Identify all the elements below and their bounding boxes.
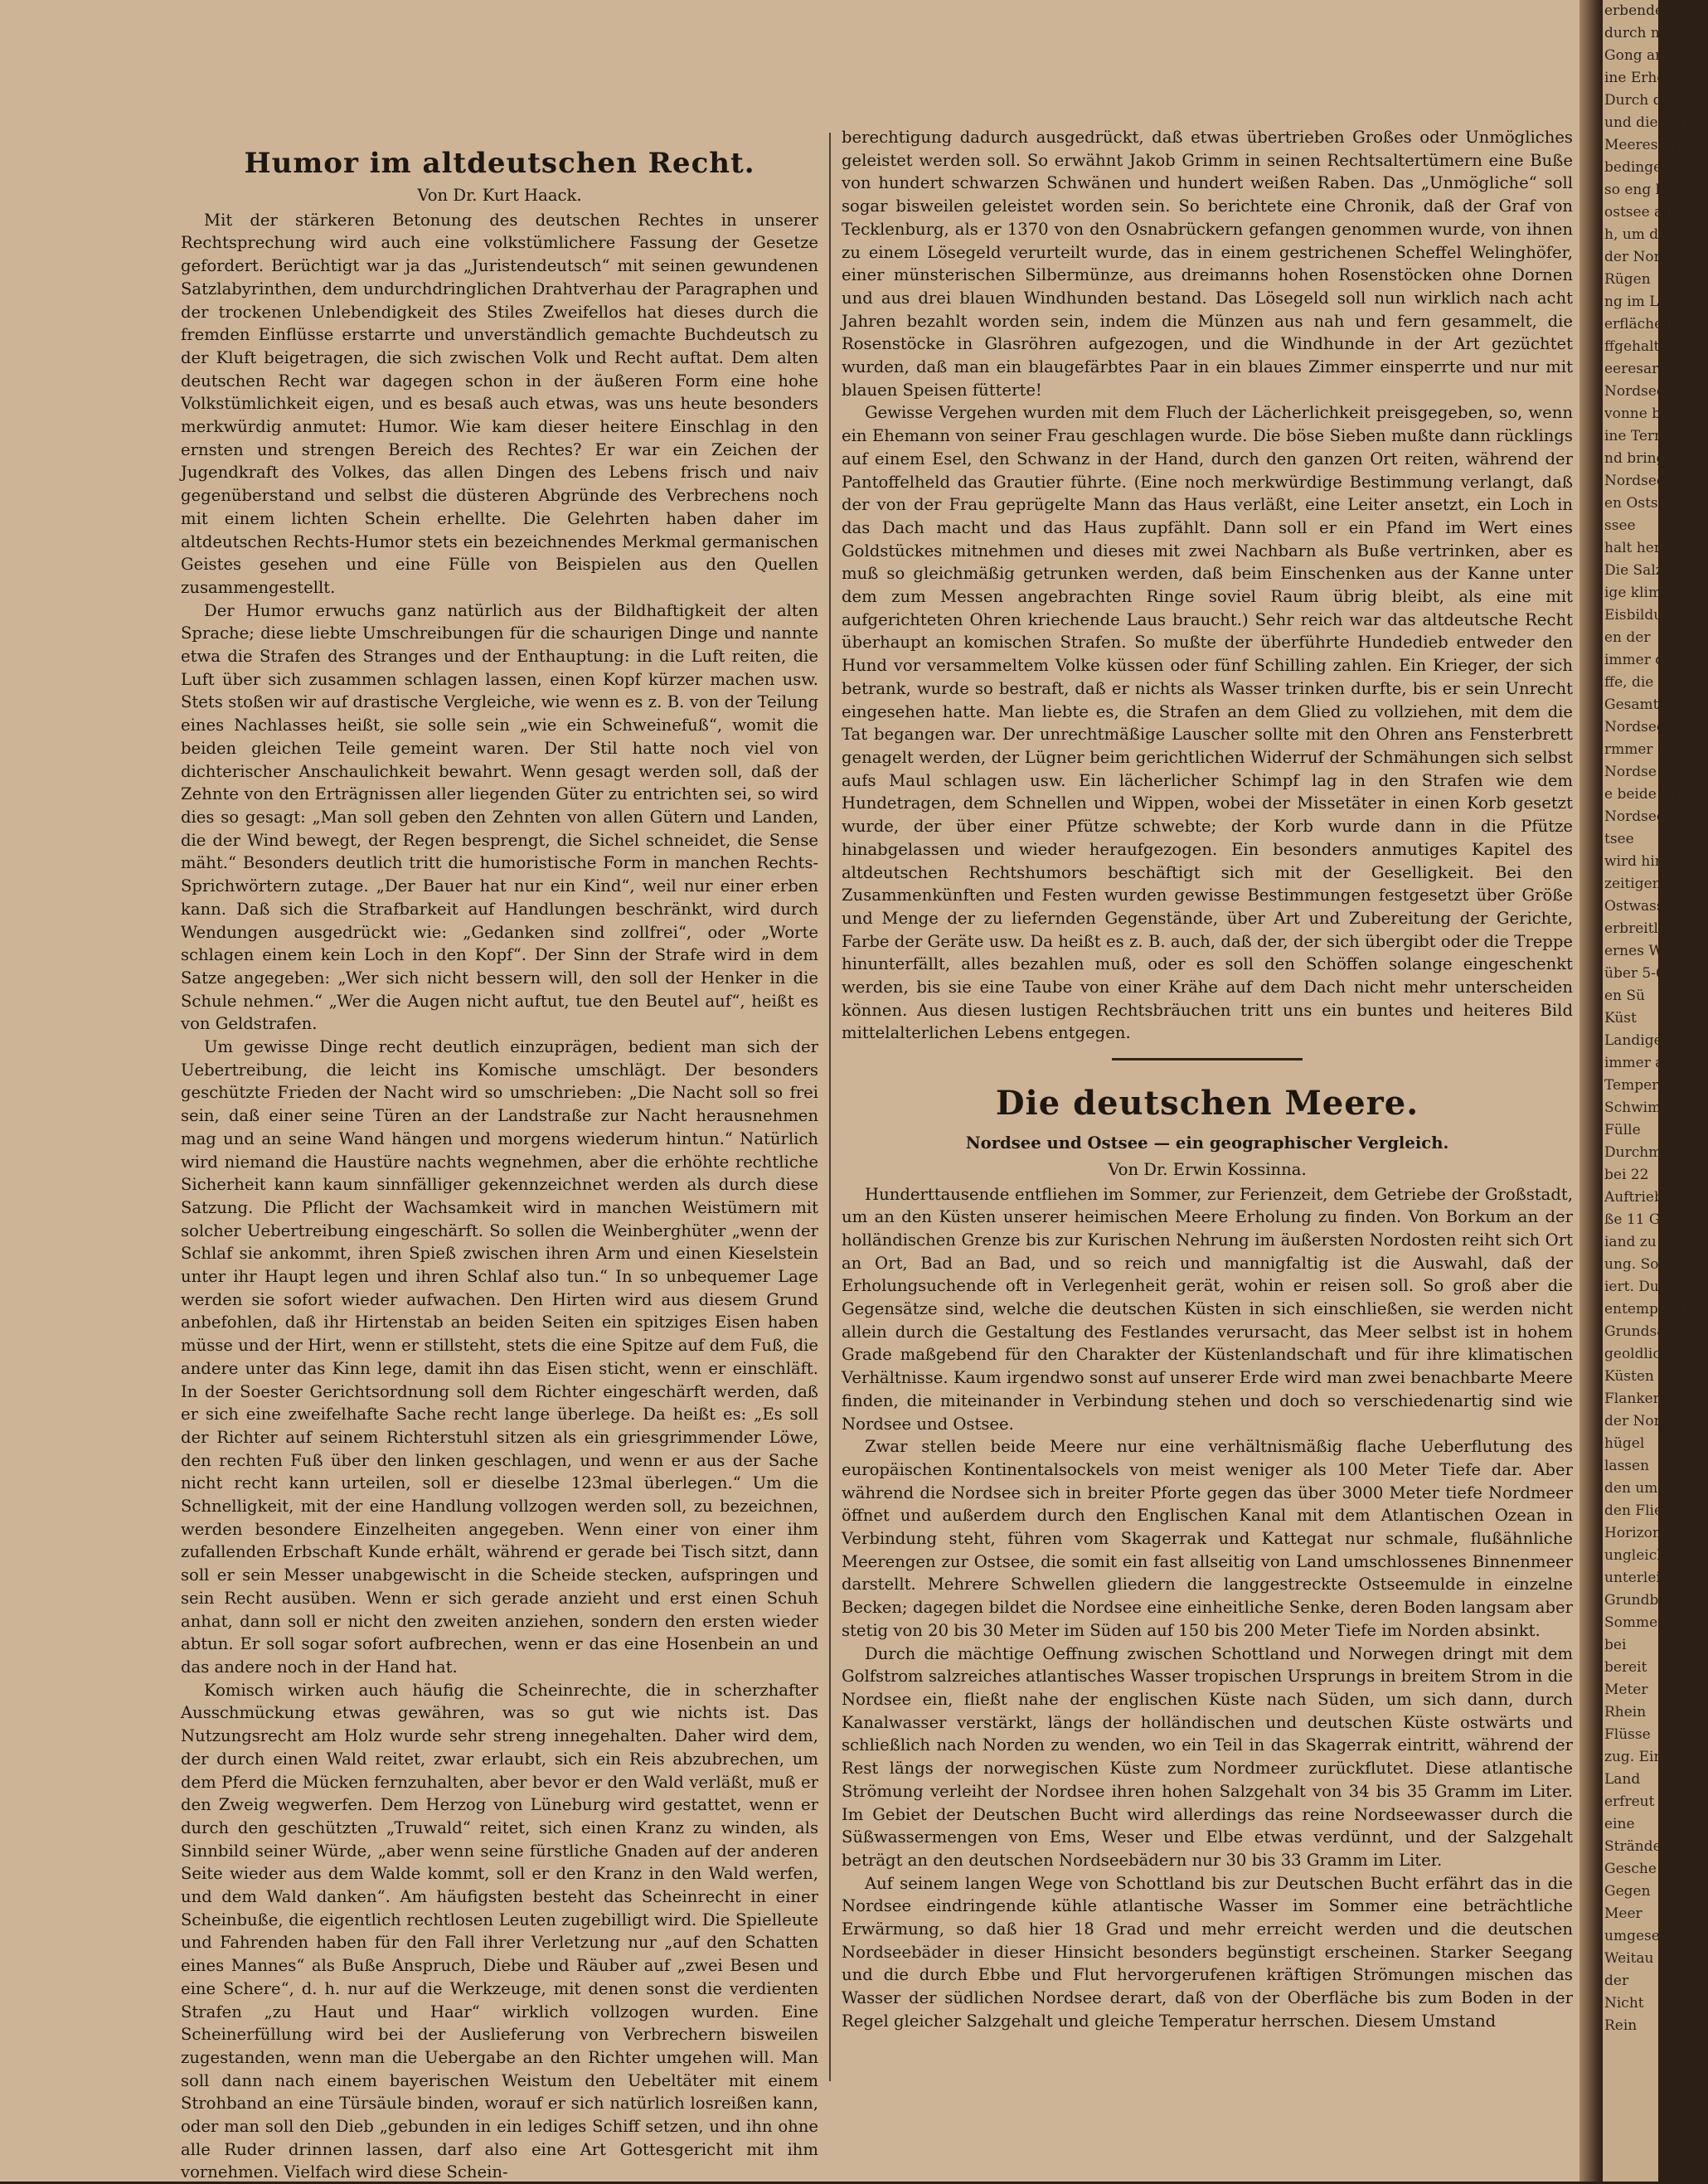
adjacent-page-text-fragment: immer das [1604, 652, 1681, 668]
article-subtitle: Nordsee und Ostsee — ein geographischer Vergleich. [965, 1133, 1449, 1153]
adjacent-page-text-fragment: lassen [1604, 1458, 1650, 1474]
adjacent-page-text-fragment: Landige [1604, 1032, 1662, 1049]
adjacent-page-text-fragment: durch nur gr [1604, 25, 1696, 41]
adjacent-page-text-fragment: en Ostsee [1604, 495, 1675, 512]
adjacent-page-text-fragment: Schwimmer [1604, 1099, 1690, 1116]
adjacent-page-text-fragment: erflächen [1604, 316, 1672, 332]
adjacent-page-text-fragment: tsee [1604, 831, 1634, 847]
article-paragraph: Gewisse Vergehen wurden mit dem Fluch der Lächerlichkeit preisgegeben, so, wenn ein Ehemann von seiner Frau geschlagen wurde. Die böse Sieben mußte dann rücklings auf einem Esel, den Schwanz in der Hand, durch den ganzen Ort reiten, während der Pantoffelheld das Grautier führte. (Eine noch merkwürdige Bestimmung verlangt, daß der von der Frau geprügelte Mann das Haus verläßt, eine Leiter ansetzt, ein Loch in das Dach macht und das Haus zupfählt. Dann soll er ein Pfand im Wert eines Goldstückes mitnehmen und dieses mit zwei Nachbarn als Buße vertrinken, aber es muß so gleichmäßig getrunken werden, daß beim Einschenken aus der Kanne unter dem zum Messen angebrachten Ringe soviel Raum übrig bleibt, als eine mit aufgerichteten Ohren kriechende Laus braucht.) Sehr reich war das altdeutsche Recht überhaupt an komischen Strafen. So mußte der überführte Hundedieb entweder den Hund vor versammeltem Volke küssen oder fünf Schilling zahlen. Ein Krieger, der sich betrank, wurde so bestraft, daß er nichts als Wasser trinken durfte, bis er sein Unrecht eingesehen hatte. Man liebte es, die Strafen an dem Glied zu vollziehen, mit dem die Tat begangen war. Der unrechtmäßige Lauscher sollte mit den Ohren ans Fensterbrett genagelt werden, der Lügner beim gerichtlichen Widerruf der Schmähungen sich selbst aufs Maul schlagen usw. Ein lächerlicher Schimpf lag in den Strafen wie dem Hundetragen, dem Schnellen und Wippen, wobei der Missetäter in einen Korb gesetzt wurde, der über einer Pfütze schwebte; der Korb wurde dann in die Pfütze hinabgelassen und wieder heraufgezogen. Ein besonders anmutiges Kapitel des altdeutschen Rechtshumors beschäftigt sich mit der Geselligkeit. Bei den Zusammenkünften und Festen wurden gewisse Bestimmungen festgesetzt über Größe und Menge der zu liefernden Gegenstände, über Art und Zubereitung der Gerichte, Farbe der Geräte usw. Da heißt es z. B. auch, daß der, der sich übergibt oder die Treppe hinunterfällt, alles bezahlen muß, oder es soll den Schöffen solange eingeschenkt werden, bis sie eine Taube von einer Krähe auf dem Dach nicht mehr unterscheiden können. Aus diesen lustigen Rechtsbräuchen tritt uns ein buntes und heiteres Bild mittelalterlichen Lebens entgegen. [842, 403, 1573, 1043]
left-column [181, 126, 818, 2184]
adjacent-page-text-fragment: umgesetzt [1604, 1928, 1679, 1944]
adjacent-page-text-fragment: Eisbildu [1604, 607, 1663, 624]
adjacent-page-text-fragment: hügel [1604, 1435, 1645, 1452]
adjacent-page-text-fragment: so eng b [1604, 182, 1665, 198]
article-paragraph: Der Humor erwuchs ganz natürlich aus der Bildhaftigkeit der alten Sprache; diese liebte Umschreibungen für die schaurigen Dinge und nannte etwa die Strafen des Stranges und der Enthauptung: in die Luft reiten, die Luft über sich zusammen schlagen lassen, einen Kopf kürzer machen usw. Stets stoßen wir auf drastische Vergleiche, wie wenn es z. B. von der Teilung eines Nachlasses heißt, sie solle sein „wie ein Schweinefuß“, womit die beiden gleichen Teile gemeint waren. Der Stil hatte noch viel von dichterischer Anschaulichkeit bewahrt. Wenn gesagt werden soll, daß der Zehnte von den Erträgnissen aller liegenden Güter zu entrichten sei, so wird dies so gesagt: „Man soll geben den Zehnten von allen Gütern und Landen, die der Wind bewegt, der Regen besprengt, die Sichel schneidet, die Sense mäht.“ Besonders deutlich tritt die humoristische Form in manchen Rechts-Sprichwörtern zutage. „Der Bauer hat nur ein Kind“, weil nur einer erben kann. Daß sich die Strafbarkeit auf Handlungen beschränkt, wird durch Wendungen ausgedrückt wie: „Gedanken sind zollfrei“, oder „Worte schlagen einem kein Loch in den Kopf“. Der Sinn der Strafe wird in dem Satze angegeben: „Wer sich nicht bessern will, den soll der Henker in die Schule nehmen.“ „Wer die Augen nicht auftut, tue den Beutel auf“, heißt es von Geldstrafen. [181, 600, 818, 1034]
adjacent-page-text-fragment: und die Ostf [1604, 114, 1692, 131]
adjacent-page-text-fragment: ine Erhöhu [1604, 70, 1684, 86]
adjacent-page-text-fragment: Durchmal [1604, 1144, 1675, 1161]
adjacent-page-text-fragment: geoldlichen [1604, 1346, 1687, 1362]
book-spine [1579, 0, 1603, 2182]
adjacent-page-text-fragment: iert. Du [1604, 1279, 1659, 1295]
adjacent-page-text-fragment: Grundbe [1604, 1592, 1667, 1609]
adjacent-page-text-fragment: über 5-6 [1604, 965, 1665, 982]
adjacent-page-text-fragment: eeresarten [1604, 361, 1682, 377]
adjacent-page-text-fragment: Flüsse [1604, 1726, 1651, 1743]
adjacent-page-text-fragment: ssee [1604, 517, 1636, 534]
article-paragraph: Komisch wirken auch häufig die Scheinrechte, die in scherzhafter Ausschmückung etwas gewähren, was so gut wie nichts ist. Das Nutzungsrecht am Holz wurde sehr streng innegehalten. Daher wird dem, der durch einen Wald reitet, zwar erlaubt, sich ein Reis abzubrechen, um dem Pferd die Mücken fernzuhalten, aber bevor er den Wald verläßt, muß er den Zweig wegwerfen. Dem Herzog von Lüneburg wird gestattet, wenn er durch den geschützten „Truwald“ reitet, sich einen Kranz zu winden, als Sinnbild seiner Würde, „aber wenn seine fürstliche Gnaden auf der anderen Seite wieder aus dem Walde kommt, soll er den Kranz in den Wald werfen, und dem Wald danken“. Am häufigsten besteht das Scheinrecht in einer Scheinbuße, die eigentlich rechtlosen Leuten zugebilligt wird. Die Spielleute und Fahrenden haben für den Fall ihrer Verletzung nur „auf den Schatten eines Mannes“ als Buße Anspruch, Diebe und Räuber auf „zwei Besen und eine Schere“, d. h. nur auf die Werkzeuge, mit denen sonst die verdienten Strafen „zu Haut und Haar“ wirklich vollzogen wurden. Eine Scheinerfüllung wird bei der Auslieferung von Verbrechern bisweilen zugestanden, wenn man die Uebergabe an den Richter umgehen will. Man soll dann nach einem bayerischen Weistum den Uebeltäter mit einem Strohband an eine Türsäule binden, worauf er sich natürlich losreißen kann, oder man soll den Dieb „gebunden in ein lediges Schiff setzen, und ihn ohne alle Ruder drinnen lassen, darf also eine Art Gottesgericht mit ihm vornehmen. Vielfach wird diese Schein- [181, 1680, 818, 2182]
adjacent-page-text-fragment: en Sü [1604, 988, 1646, 1004]
adjacent-page-text-fragment: Sommerm [1604, 1614, 1678, 1631]
adjacent-page-text-fragment: ernes Wiss [1604, 943, 1682, 959]
article-paragraph: berechtigung dadurch ausgedrückt, daß etwas übertrieben Großes oder Unmögliches geleistet werden soll. So erwähnt Jakob Grimm in seinen Rechtsaltertümern eine Buße von hundert schwarzen Schwänen und hundert weißen Raben. Das „Unmögliche“ soll sogar bisweilen geleistet worden sein. So berichtete eine Chronik, daß der Graf von Tecklenburg, als er 1370 von den Osnabrückern gefangen genommen wurde, von ihnen zu einem Lösegeld verurteilt wurde, das in einem gestrichenen Scheffel Welinghöfer, einer münsterischen Silbermünze, aus dreimanns hohen Rosenstöcken ohne Dornen und aus drei blauen Windhunden bestand. Das Lösegeld soll nun wirklich nach acht Jahren bezahlt worden sein, indem die Münzen aus nah und fern gesammelt, die Rosenstöcke in Glasröhren aufgezogen, und die Windhunde in der Art gezüchtet wurden, daß man ein blaugefärbtes Paar in ein blaues Zimmer einsperrte und nur mit blauen Speisen fütterte! [842, 128, 1573, 400]
adjacent-page-text-fragment: vonne bezei [1604, 405, 1690, 422]
adjacent-page-text-fragment: ffe, die [1604, 674, 1654, 691]
adjacent-page-text-fragment: erbreitlich [1604, 920, 1680, 937]
adjacent-page-text-fragment: Horizont [1604, 1525, 1667, 1541]
adjacent-page-text-fragment: Gesche [1604, 1861, 1657, 1877]
adjacent-page-text-fragment: Meeresströme [1604, 137, 1708, 153]
adjacent-page-text-fragment: ße 11 Gr [1604, 1211, 1667, 1228]
adjacent-page-text-fragment: rmmer de [1604, 741, 1675, 758]
article-paragraph: Zwar stellen beide Meere nur eine verhältnismäßig flache Ueberflutung des europäischen Kontinentalsockels von meist weniger als 100 Meter Tiefe dar. Aber während die Nordsee sich in breiter Pforte gegen das über 3000 Meter tiefe Nordmeer öffnet und außerdem durch den Englischen Kanal mit dem Atlantischen Ozean in Verbindung steht, führen vom Skagerrak und Kattegat nur schmale, flußähnliche Meerengen zur Ostsee, die somit ein fast allseitig von Land umschlossenes Binnenmeer darstellt. Mehrere Schwellen gliedern die langgestreckte Ostseemulde in einzelne Becken; dagegen bildet die Nordsee eine einheitliche Senke, deren Boden langsam aber stetig von 20 bis 30 Meter im Süden auf 150 bis 200 Meter Tiefe im Norden absinkt. [842, 1437, 1573, 1640]
article-byline: Von Dr. Erwin Kossinna. [1108, 1159, 1307, 1179]
adjacent-page-text-fragment: zug. Ein [1604, 1749, 1663, 1765]
adjacent-page-text-fragment: bei [1604, 1637, 1627, 1653]
column-divider [829, 133, 831, 2081]
adjacent-page-text-fragment: Nordsee, und [1604, 719, 1701, 735]
adjacent-page-text-fragment: Rein [1604, 2017, 1638, 2034]
adjacent-page-text-fragment: Meter [1604, 1682, 1648, 1698]
adjacent-page-text-fragment: der Nor [1604, 249, 1661, 265]
adjacent-page-text-fragment: wird hin [1604, 853, 1664, 870]
article-paragraph: Durch die mächtige Oeffnung zwischen Schottland und Norwegen dringt mit dem Golfstrom salzreiches atlantisches Wasser tropischen Ursprungs in breitem Strom in die Nordsee ein, fließt nahe der englischen Küste nach Süden, um sich dann, durch Kanalwasser verstärkt, längs der holländischen und deutschen Küste ostwärts und schließlich nach Norden zu wenden, wo ein Teil in das Skagerrak eintritt, während der Rest längs der norwegischen Küste zum Nordmeer zurückflutet. Diese atlantische Strömung verleiht der Nordsee ihren hohen Salzgehalt von 34 bis 35 Gramm im Liter. Im Gebiet der Deutschen Bucht wird allerdings das reine Nordseewasser durch die Süßwassermengen von Ems, Weser und Elbe etwas verdünnt, und der Salzgehalt beträgt an den deutschen Nordseebädern nur 30 bis 33 Gramm im Liter. [842, 1643, 1573, 1870]
adjacent-page-text-fragment: Meer [1604, 1905, 1642, 1922]
adjacent-page-text-fragment: Weitau [1604, 1950, 1654, 1967]
adjacent-page-text-fragment: bereit [1604, 1659, 1647, 1676]
article-separator [1112, 1058, 1303, 1060]
adjacent-page-text-fragment: Die Salz [1604, 562, 1663, 579]
adjacent-page-text-fragment: ng im Lit [1604, 294, 1669, 310]
adjacent-page-text-fragment: Rügen [1604, 271, 1651, 288]
adjacent-page-text-fragment: erfreut [1604, 1793, 1655, 1810]
adjacent-page-text-fragment: Ostwasser [1604, 898, 1679, 915]
adjacent-page-text-fragment: eine [1604, 1816, 1635, 1832]
adjacent-page-text-fragment: Durch den S [1604, 92, 1694, 109]
adjacent-page-text-fragment: Nordsee bezei [1604, 383, 1707, 400]
adjacent-page-edge [1603, 0, 1708, 2182]
adjacent-page-text-fragment: der [1604, 1973, 1629, 1989]
adjacent-page-text-fragment: immer an [1604, 1055, 1673, 1071]
adjacent-page-text-fragment: ige klimati [1604, 585, 1681, 601]
article-paragraph: Hunderttausende entfliehen im Sommer, zur Ferienzeit, dem Getriebe der Großstadt, um an den Küsten unserer heimischen Meere Erholung zu finden. Von Borkum an der holländischen Grenze bis zur Kurischen Nehrung im äußersten Nordosten reiht sich Ort an Ort, Bad an Bad, und so reich und mannigfaltig ist die Auswahl, daß der Erholungsuchende oft in Verlegenheit gerät, wohin er reisen soll. So groß aber die Gegensätze sind, welche die deutschen Küsten in sich einschließen, sie werden nicht allein durch die Gestaltung des Festlandes verursacht, das Meer selbst ist in hohem Grade maßgebend für den Charakter der Küstenlandschaft und für ihre klimatischen Verhältnisse. Kaum irgendwo sonst auf unserer Erde wird man zwei benachbarte Meere finden, die miteinander in Verbindung stehen und doch so verschiedenartig sind wie Nordsee und Ostsee. [842, 1184, 1573, 1434]
adjacent-page-text-fragment: h, um den [1604, 226, 1676, 243]
adjacent-page-text-fragment: den Fließ [1604, 1502, 1672, 1519]
adjacent-page-text-fragment: Nicht [1604, 1995, 1644, 2012]
adjacent-page-text-fragment: e beide M [1604, 786, 1676, 803]
adjacent-page-text-fragment: Grundsä [1604, 1323, 1666, 1340]
adjacent-page-text-fragment: Gesamt [1604, 696, 1659, 713]
article-title: Die deutschen Meere. [995, 1084, 1419, 1124]
adjacent-page-text-fragment: Flanken [1604, 1390, 1662, 1407]
adjacent-page-text-fragment: ungleich [1604, 1547, 1667, 1564]
adjacent-page-text-fragment: bedingen n [1604, 159, 1685, 176]
adjacent-page-text-fragment: Nordse [1604, 764, 1657, 780]
adjacent-page-text-fragment: nd bringt [1604, 450, 1672, 467]
adjacent-page-text-fragment: Land [1604, 1771, 1641, 1788]
adjacent-page-text-fragment: Fülle [1604, 1122, 1641, 1138]
adjacent-page-text-fragment: bei 22 [1604, 1167, 1649, 1183]
adjacent-page-text-fragment: unterleit [1604, 1570, 1667, 1586]
right-column [842, 126, 1573, 2033]
adjacent-page-text-fragment: Küsten [1604, 1368, 1654, 1385]
adjacent-page-text-fragment: Temperatur [1604, 1077, 1689, 1094]
adjacent-page-text-fragment: ffgehalts [1604, 338, 1667, 355]
adjacent-page-text-fragment: iand zu [1604, 1234, 1657, 1250]
adjacent-page-text-fragment: Küst [1604, 1010, 1637, 1026]
adjacent-page-text-fragment: Strände [1604, 1838, 1662, 1855]
article-byline: Von Dr. Kurt Haack. [417, 186, 582, 205]
article-paragraph: Auf seinem langen Wege von Schottland bis zur Deutschen Bucht erfährt das in die Nordsee eindringende kühle atlantische Wasser im Sommer eine beträchtliche Erwärmung, so daß hier 18 Grad und mehr erreicht werden und die deutschen Nordseebäder in dieser Hinsicht besonders begünstigt erscheinen. Starker Seegang und die durch Ebbe und Flut hervorgerufenen kräftigen Strömungen mischen das Wasser der südlichen Nordsee derart, daß von der Oberfläche bis zum Boden in der Regel gleicher Salzgehalt und gleiche Temperatur herrschen. Diesem Umstand [842, 1873, 1573, 2031]
adjacent-page-text-fragment: Nordsee [1604, 473, 1665, 489]
adjacent-page-text-fragment: Auftrieb [1604, 1189, 1663, 1206]
adjacent-page-text-fragment: Gegen [1604, 1883, 1651, 1900]
adjacent-page-text-fragment: ostsee aus [1604, 204, 1679, 221]
adjacent-page-text-fragment: ung. Solche [1604, 1256, 1689, 1273]
article-paragraph: Um gewisse Dinge recht deutlich einzuprägen, bedient man sich der Uebertreibung, die leicht ins Komische umschlägt. Der besonders geschützte Frieden der Nacht wird so umschrieben: „Die Nacht soll so frei sein, daß einer seine Türen an der Landstraße zur Nacht herausnehmen mag und an seine Wand hängen und morgens wiederum hintun.“ Natürlich wird niemand die Haustüre nachts wegnehmen, aber die erhöhte rechtliche Sicherheit kann kaum sinnfälliger gekennzeichnet werden als durch diese Satzung. Die Pflicht der Wachsamkeit wird in manchen Weistümern mit solcher Uebertreibung eingeschärft. So sollen die Weinberghüter „wenn der Schlaf sie ankommt, ihren Spieß zwischen ihren Arm und einen Kieselstein unter ihr Haupt legen und ihren Schlaf also tun.“ In so unbequemer Lage werden sie sofort wieder aufwachen. Den Hirten wird aus diesem Grund anbefohlen, daß ihr Hirtenstab an beiden Seiten ein spitziges Eisen haben müsse und der Hirt, wenn er stillsteht, stets die eine Spitze auf dem Fuß, die andere unter das Kinn lege, damit ihn das Eisen sticht, wenn er einschläft. In der Soester Gerichtsordnung soll dem Richter eingeschärft werden, daß er sich eine zweifelhafte Sache recht lange überlege. Da heißt es: „Es soll der Richter auf seinem Richterstuhl sitzen als ein griesgrimmender Löwe, den rechten Fuß über den linken geschlagen, und wenn er aus der Sache nicht recht kann urteilen, soll er dieselbe 123mal überlegen.“ Um die Schnelligkeit, mit der eine Handlung vollzogen werden soll, zu bezeichnen, werden besondere Einzelheiten angegeben. Wenn einer von einer ihm zufallenden Erbschaft Kunde erhält, während er gerade bei Tisch sitzt, dann soll er sein Messer unabgewischt in die Scheide stecken, aufspringen und sein Recht ausüben. Wenn er sich gerade anzieht und erst einen Schuh anhat, dann soll er nicht den zweiten anziehen, sondern den ersten wieder abtun. Er soll sogar sofort aufbrechen, wenn er das eine Hosenbein an und das andere noch in der Hand hat. [181, 1037, 818, 1677]
adjacent-page-text-fragment: Gong am [1604, 47, 1669, 64]
adjacent-page-text-fragment: en der [1604, 629, 1651, 646]
article-title: Humor im altdeutschen Recht. [244, 147, 755, 180]
adjacent-page-text-fragment: Nordsee [1604, 808, 1665, 825]
article-paragraph: Mit der stärkeren Betonung des deutschen Rechtes in unserer Rechtsprechung wird auch eine volkstümlichere Fassung der Gesetze gefordert. Berüchtigt war ja das „Juristendeutsch“ mit seinen gewundenen Satzlabyrinthen, dem undurchdringlichen Drahtverhau der Paragraphen und der trockenen Unlebendigkeit des Stiles Zweifellos hat dieses durch die fremden Einflüsse erstarrte und unverständlich gemachte Buchdeutsch zu der Kluft beigetragen, die sich zwischen Volk und Recht auftat. Dem alten deutschen Recht war dagegen schon in der äußeren Form eine hohe Volkstümlichkeit eigen, und es besaß auch etwas, was uns heute besonders merkwürdig anmutet: Humor. Wie kam dieser heitere Einschlag in den ernsten und strengen Bereich des Rechtes? Er war ein Zeichen der Jugendkraft des Volkes, das allen Dingen des Lebens frisch und naiv gegenüberstand und selbst die düsteren Abgründe des Verbrechens noch mit einem lichten Schein erhellte. Die Gelehrten haben daher im altdeutschen Rechts-Humor stets ein bezeichnendes Merkmal germanischen Geistes gesehen und eine Fülle von Beispielen aus den Quellen zusammengestellt. [181, 210, 818, 597]
adjacent-page-text-fragment: entemperat [1604, 1301, 1688, 1318]
adjacent-page-text-fragment: halt herr [1604, 540, 1668, 556]
adjacent-page-text-fragment: ine Termi [1604, 428, 1672, 444]
adjacent-page-text-fragment: Rhein [1604, 1704, 1647, 1721]
adjacent-page-text-fragment: erbenden ihr [1604, 2, 1697, 19]
adjacent-page-text-fragment: zeitigen Ge [1604, 876, 1686, 892]
adjacent-page-text-fragment: den umphi [1604, 1480, 1681, 1497]
adjacent-page-text-fragment: der Nordsee [1604, 1413, 1694, 1429]
